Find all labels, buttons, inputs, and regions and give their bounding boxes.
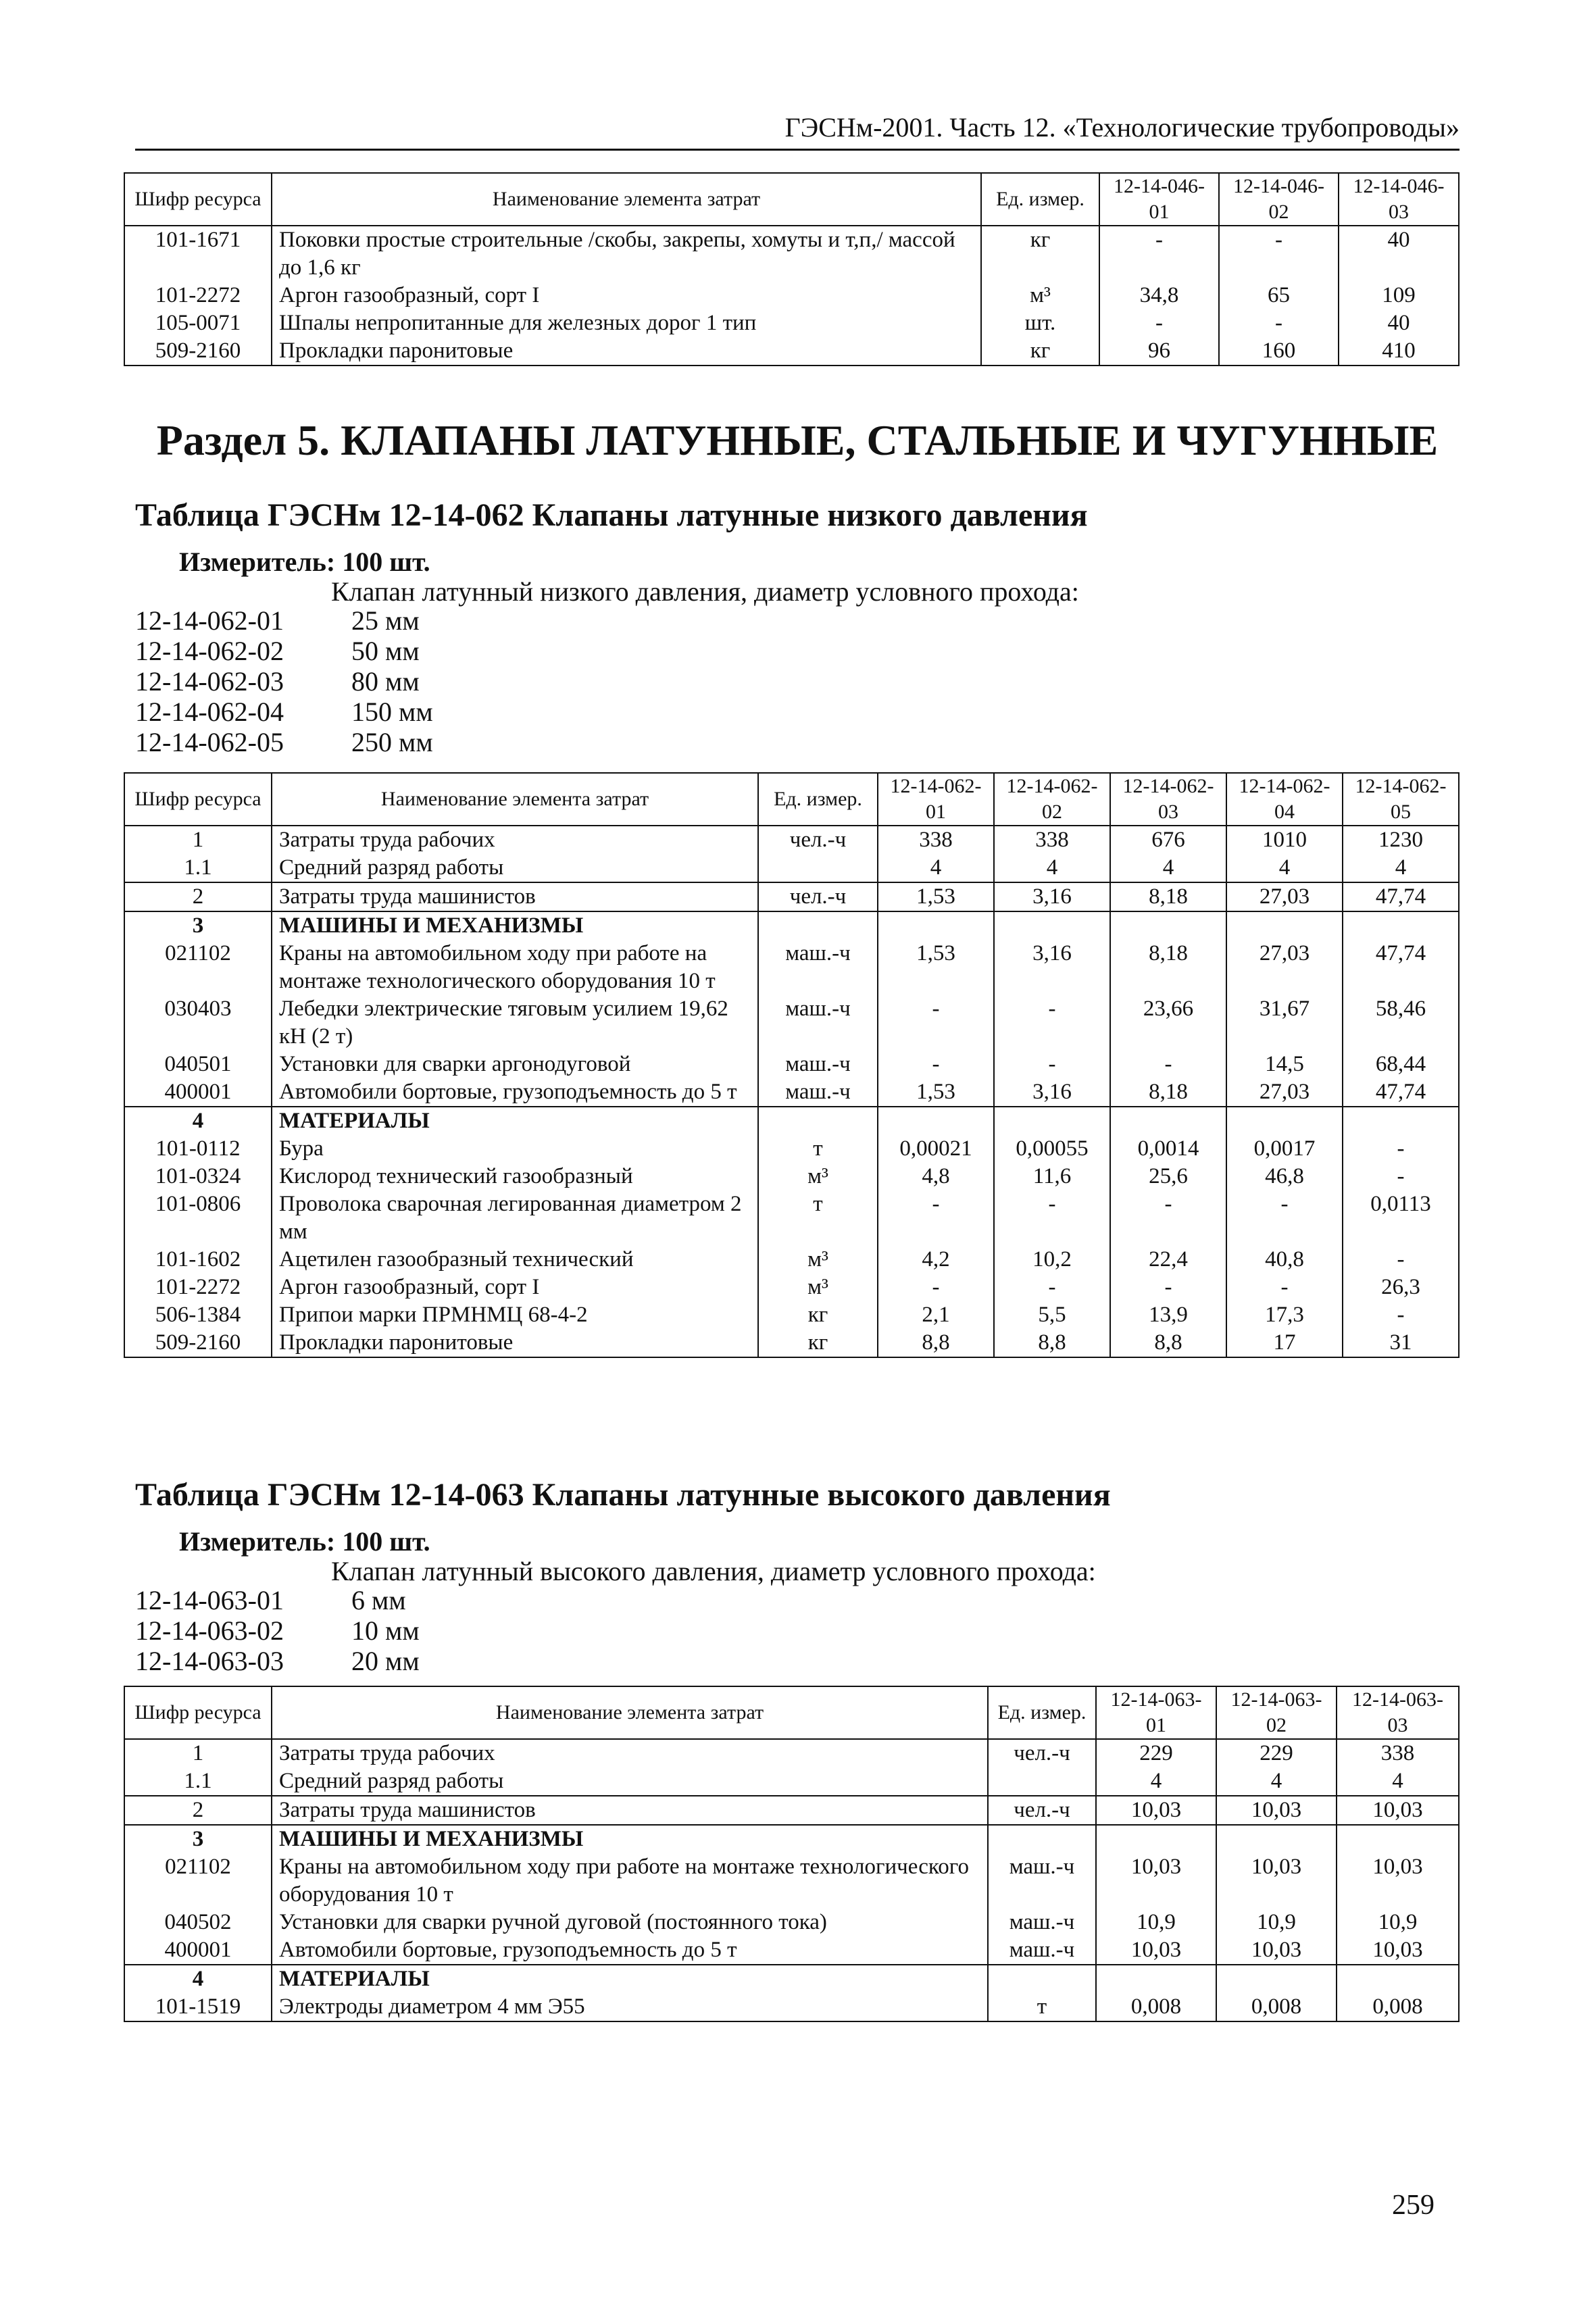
resource-value: 4 <box>878 854 994 882</box>
resource-name: Припои марки ПРМНМЦ 68-4-2 <box>272 1301 758 1329</box>
table-row <box>124 1825 1459 1853</box>
resource-value: 10,03 <box>1337 1853 1459 1909</box>
col-header-variant: 12-14-063-03 <box>1337 1686 1459 1739</box>
resource-unit: маш.-ч <box>758 1051 878 1078</box>
table-row <box>124 1993 1459 2021</box>
resource-value <box>1337 1825 1459 1853</box>
resource-name: Электроды диаметром 4 мм Э55 <box>272 1993 988 2021</box>
resource-name: Средний разряд работы <box>272 1767 988 1796</box>
col-header-unit: Ед. измер. <box>988 1686 1096 1739</box>
resource-code: 040502 <box>124 1909 272 1936</box>
resource-value: 47,74 <box>1343 940 1459 995</box>
resource-name: МАШИНЫ И МЕХАНИЗМЫ <box>272 1825 988 1853</box>
section-title: Раздел 5. КЛАПАНЫ ЛАТУННЫЕ, СТАЛЬНЫЕ И ЧУГУННЫЕ <box>156 416 1439 464</box>
resource-value: 47,74 <box>1343 882 1459 911</box>
resource-name: МАТЕРИАЛЫ <box>272 1107 758 1135</box>
resource-code: 101-1602 <box>124 1246 272 1274</box>
variant-size: 6 мм <box>351 1585 406 1615</box>
resource-value: 10,2 <box>994 1246 1110 1274</box>
resource-value: - <box>1343 1135 1459 1163</box>
resource-value: 4 <box>1216 1767 1337 1796</box>
resource-unit: маш.-ч <box>988 1909 1096 1936</box>
resource-value: - <box>994 1190 1110 1246</box>
resource-name: МАТЕРИАЛЫ <box>272 1965 988 1993</box>
variant-code: 12-14-062-04 <box>135 697 284 727</box>
resource-value <box>1343 1107 1459 1135</box>
variant-size: 150 мм <box>351 697 433 727</box>
resource-value: 229 <box>1096 1739 1216 1767</box>
resource-value: - <box>878 1274 994 1301</box>
resource-value: 676 <box>1110 826 1226 854</box>
table-row <box>124 1274 1459 1301</box>
resource-value: 10,03 <box>1216 1853 1337 1909</box>
table-row <box>124 226 1459 282</box>
resource-value <box>1226 911 1343 940</box>
resource-value: 109 <box>1339 282 1459 309</box>
resource-value: 27,03 <box>1226 1078 1343 1107</box>
resource-name: Прокладки паронитовые <box>272 1329 758 1357</box>
col-header-unit: Ед. измер. <box>981 173 1099 226</box>
resource-unit: м³ <box>981 282 1099 309</box>
resource-value: 10,03 <box>1096 1796 1216 1825</box>
table-row <box>124 995 1459 1051</box>
resource-value: 58,46 <box>1343 995 1459 1051</box>
resource-value: 4 <box>1343 854 1459 882</box>
resource-value: - <box>1099 309 1219 337</box>
resource-value: 4,8 <box>878 1163 994 1190</box>
resource-unit: кг <box>758 1301 878 1329</box>
resource-unit: м³ <box>758 1246 878 1274</box>
resource-unit <box>758 1107 878 1135</box>
resource-value: 10,9 <box>1337 1909 1459 1936</box>
resource-value <box>994 1107 1110 1135</box>
resource-code: 3 <box>124 1825 272 1853</box>
resource-value: 31 <box>1343 1329 1459 1357</box>
resource-value: 3,16 <box>994 1078 1110 1107</box>
resource-value: - <box>1110 1051 1226 1078</box>
resource-code: 021102 <box>124 940 272 995</box>
resource-code: 400001 <box>124 1936 272 1965</box>
resource-value: 0,008 <box>1096 1993 1216 2021</box>
resource-unit: маш.-ч <box>758 995 878 1051</box>
table-062-title: Таблица ГЭСНм 12-14-062 Клапаны латунные низкого давления <box>135 497 1088 533</box>
resource-value: 0,0113 <box>1343 1190 1459 1246</box>
resource-value <box>1337 1965 1459 1993</box>
resource-unit: м³ <box>758 1163 878 1190</box>
variant-code: 12-14-063-03 <box>135 1646 284 1676</box>
resource-unit: кг <box>981 337 1099 366</box>
resource-name: Аргон газообразный, сорт I <box>272 1274 758 1301</box>
resource-code: 021102 <box>124 1853 272 1909</box>
resource-code: 101-2272 <box>124 1274 272 1301</box>
resource-value: - <box>878 1051 994 1078</box>
resource-name: Установки для сварки аргонодуговой <box>272 1051 758 1078</box>
variant-code: 12-14-062-02 <box>135 636 284 666</box>
resource-code: 2 <box>124 882 272 911</box>
resource-value: 10,03 <box>1216 1936 1337 1965</box>
resource-value: - <box>1219 226 1339 282</box>
resource-value: - <box>878 995 994 1051</box>
resource-value: 96 <box>1099 337 1219 366</box>
resource-value: 3,16 <box>994 940 1110 995</box>
table-062 <box>124 772 1460 1358</box>
table-row <box>124 1135 1459 1163</box>
resource-code: 040501 <box>124 1051 272 1078</box>
col-header-name: Наименование элемента затрат <box>272 773 758 826</box>
resource-value: 40,8 <box>1226 1246 1343 1274</box>
table-row <box>124 1246 1459 1274</box>
resource-value: 22,4 <box>1110 1246 1226 1274</box>
resource-value: 1010 <box>1226 826 1343 854</box>
variant-size: 250 мм <box>351 727 433 757</box>
table-row <box>124 940 1459 995</box>
resource-name: Лебедки электрические тяговым усилием 19,62 кН (2 т) <box>272 995 758 1051</box>
table-row <box>124 1936 1459 1965</box>
table-063 <box>124 1686 1460 2022</box>
resource-code: 101-2272 <box>124 282 272 309</box>
resource-value: 10,03 <box>1096 1853 1216 1909</box>
resource-code: 4 <box>124 1107 272 1135</box>
resource-unit: кг <box>981 226 1099 282</box>
resource-value: - <box>1110 1190 1226 1246</box>
resource-value: 13,9 <box>1110 1301 1226 1329</box>
resource-unit: м³ <box>758 1274 878 1301</box>
table-row <box>124 1796 1459 1825</box>
variant-size: 20 мм <box>351 1646 420 1676</box>
resource-value: 11,6 <box>994 1163 1110 1190</box>
resource-value: 17,3 <box>1226 1301 1343 1329</box>
resource-name: Затраты труда рабочих <box>272 1739 988 1767</box>
resource-value: 5,5 <box>994 1301 1110 1329</box>
resource-value: 26,3 <box>1343 1274 1459 1301</box>
resource-unit <box>988 1767 1096 1796</box>
resource-value: 14,5 <box>1226 1051 1343 1078</box>
resource-value: 68,44 <box>1343 1051 1459 1078</box>
table-row <box>124 1078 1459 1107</box>
resource-code: 3 <box>124 911 272 940</box>
col-header-variant: 12-14-062-02 <box>994 773 1110 826</box>
resource-code: 101-0324 <box>124 1163 272 1190</box>
resource-value: - <box>1219 309 1339 337</box>
resource-value <box>1216 1825 1337 1853</box>
table-row <box>124 1965 1459 1993</box>
resource-value: 17 <box>1226 1329 1343 1357</box>
resource-value: - <box>878 1190 994 1246</box>
resource-value <box>1096 1825 1216 1853</box>
col-header-variant: 12-14-062-04 <box>1226 773 1343 826</box>
resource-value <box>1226 1107 1343 1135</box>
resource-unit <box>758 911 878 940</box>
resource-value <box>1096 1965 1216 1993</box>
resource-value: 2,1 <box>878 1301 994 1329</box>
resource-value: - <box>1343 1301 1459 1329</box>
variant-code: 12-14-063-02 <box>135 1615 284 1646</box>
resource-name: Средний разряд работы <box>272 854 758 882</box>
resource-value: 40 <box>1339 226 1459 282</box>
page-number: 259 <box>1392 2190 1435 2221</box>
variant-size: 50 мм <box>351 636 420 666</box>
resource-value: 0,008 <box>1337 1993 1459 2021</box>
resource-code: 101-0112 <box>124 1135 272 1163</box>
running-header: ГЭСНм-2001. Часть 12. «Технологические трубопроводы» <box>135 108 1460 151</box>
resource-value: 0,0014 <box>1110 1135 1226 1163</box>
resource-value: 8,18 <box>1110 940 1226 995</box>
table-row <box>124 282 1459 309</box>
resource-value: - <box>1099 226 1219 282</box>
col-header-variant: 12-14-046-01 <box>1099 173 1219 226</box>
resource-value <box>1110 911 1226 940</box>
table-row <box>124 309 1459 337</box>
table-row <box>124 1739 1459 1767</box>
resource-value: 338 <box>994 826 1110 854</box>
col-header-name: Наименование элемента затрат <box>272 173 981 226</box>
table-row <box>124 882 1459 911</box>
resource-value: 10,9 <box>1216 1909 1337 1936</box>
col-header-code: Шифр ресурса <box>124 1686 272 1739</box>
col-header-variant: 12-14-062-05 <box>1343 773 1459 826</box>
resource-name: Прокладки паронитовые <box>272 337 981 366</box>
table-row <box>124 854 1459 882</box>
table-row <box>124 1767 1459 1796</box>
resource-unit: чел.-ч <box>758 882 878 911</box>
resource-value: 4,2 <box>878 1246 994 1274</box>
resource-value: 8,8 <box>1110 1329 1226 1357</box>
col-header-variant: 12-14-063-01 <box>1096 1686 1216 1739</box>
resource-value: 10,9 <box>1096 1909 1216 1936</box>
variant-size: 25 мм <box>351 605 420 636</box>
col-header-variant: 12-14-046-02 <box>1219 173 1339 226</box>
resource-value: 4 <box>1337 1767 1459 1796</box>
resource-code: 1.1 <box>124 854 272 882</box>
resource-value: 4 <box>994 854 1110 882</box>
col-header-code: Шифр ресурса <box>124 173 272 226</box>
col-header-code: Шифр ресурса <box>124 773 272 826</box>
resource-value: 0,00055 <box>994 1135 1110 1163</box>
resource-value: 229 <box>1216 1739 1337 1767</box>
resource-value: - <box>994 1051 1110 1078</box>
resource-name: Автомобили бортовые, грузоподъемность до 5 т <box>272 1936 988 1965</box>
resource-unit: т <box>758 1135 878 1163</box>
resource-code: 105-0071 <box>124 309 272 337</box>
resource-code: 509-2160 <box>124 1329 272 1357</box>
resource-value <box>994 911 1110 940</box>
variant-code: 12-14-062-01 <box>135 605 284 636</box>
table-063-meter: Измеритель: 100 шт. <box>179 1526 430 1557</box>
variant-code: 12-14-062-03 <box>135 666 284 697</box>
table-header-row <box>124 1686 1459 1739</box>
col-header-name: Наименование элемента затрат <box>272 1686 988 1739</box>
resource-value: 338 <box>1337 1739 1459 1767</box>
table-row <box>124 1190 1459 1246</box>
resource-value: - <box>994 995 1110 1051</box>
resource-value: 31,67 <box>1226 995 1343 1051</box>
resource-value: 0,0017 <box>1226 1135 1343 1163</box>
resource-code: 2 <box>124 1796 272 1825</box>
resource-name: Затраты труда рабочих <box>272 826 758 854</box>
resource-value: - <box>1226 1274 1343 1301</box>
resource-unit: т <box>988 1993 1096 2021</box>
resource-unit: шт. <box>981 309 1099 337</box>
resource-name: Проволока сварочная легированная диаметром 2 мм <box>272 1190 758 1246</box>
variant-code: 12-14-063-01 <box>135 1585 284 1615</box>
resource-value: 8,8 <box>994 1329 1110 1357</box>
resource-name: МАШИНЫ И МЕХАНИЗМЫ <box>272 911 758 940</box>
resource-unit: чел.-ч <box>988 1739 1096 1767</box>
resource-value: 0,008 <box>1216 1993 1337 2021</box>
resource-code: 1 <box>124 1739 272 1767</box>
resource-value <box>878 1107 994 1135</box>
col-header-variant: 12-14-046-03 <box>1339 173 1459 226</box>
table-header-row <box>124 173 1459 226</box>
resource-value: 40 <box>1339 309 1459 337</box>
resource-name: Установки для сварки ручной дуговой (постоянного тока) <box>272 1909 988 1936</box>
resource-code: 101-1671 <box>124 226 272 282</box>
resource-value: 47,74 <box>1343 1078 1459 1107</box>
resource-code: 509-2160 <box>124 337 272 366</box>
resource-value: 34,8 <box>1099 282 1219 309</box>
resource-name: Затраты труда машинистов <box>272 1796 988 1825</box>
resource-value: - <box>994 1274 1110 1301</box>
resource-value: 1,53 <box>878 882 994 911</box>
resource-name: Шпалы непропитанные для железных дорог 1 тип <box>272 309 981 337</box>
resource-value: 3,16 <box>994 882 1110 911</box>
resource-code: 1.1 <box>124 1767 272 1796</box>
variant-code: 12-14-062-05 <box>135 727 284 757</box>
resource-name: Затраты труда машинистов <box>272 882 758 911</box>
resource-value: 46,8 <box>1226 1163 1343 1190</box>
resource-code: 101-1519 <box>124 1993 272 2021</box>
resource-unit <box>988 1825 1096 1853</box>
resource-code: 4 <box>124 1965 272 1993</box>
table-header-row <box>124 773 1459 826</box>
resource-value: 338 <box>878 826 994 854</box>
resource-value: 1,53 <box>878 940 994 995</box>
table-row <box>124 1051 1459 1078</box>
resource-code: 400001 <box>124 1078 272 1107</box>
resource-code: 101-0806 <box>124 1190 272 1246</box>
table-row <box>124 826 1459 854</box>
col-header-unit: Ед. измер. <box>758 773 878 826</box>
resource-value: 4 <box>1096 1767 1216 1796</box>
table-063-title: Таблица ГЭСНм 12-14-063 Клапаны латунные высокого давления <box>135 1477 1111 1513</box>
resource-value: 410 <box>1339 337 1459 366</box>
resource-value: 10,03 <box>1096 1936 1216 1965</box>
table-062-description: Клапан латунный низкого давления, диаметр условного прохода: <box>331 576 1079 607</box>
resource-name: Поковки простые строительные /скобы, закрепы, хомуты и т,п,/ массой до 1,6 кг <box>272 226 981 282</box>
resource-unit: чел.-ч <box>988 1796 1096 1825</box>
variant-size: 80 мм <box>351 666 420 697</box>
resource-value: 10,03 <box>1337 1936 1459 1965</box>
resource-value: - <box>1226 1190 1343 1246</box>
table-row <box>124 1107 1459 1135</box>
table-row <box>124 337 1459 366</box>
table-row <box>124 1329 1459 1357</box>
resource-value: 8,18 <box>1110 1078 1226 1107</box>
resource-name: Автомобили бортовые, грузоподъемность до 5 т <box>272 1078 758 1107</box>
table-row <box>124 1163 1459 1190</box>
resource-value: 10,03 <box>1216 1796 1337 1825</box>
resource-value: 1,53 <box>878 1078 994 1107</box>
resource-code: 1 <box>124 826 272 854</box>
table-row <box>124 1909 1459 1936</box>
resource-unit <box>758 854 878 882</box>
resource-value: 23,66 <box>1110 995 1226 1051</box>
resource-value: 4 <box>1110 854 1226 882</box>
resource-value <box>1343 911 1459 940</box>
resource-unit: маш.-ч <box>758 940 878 995</box>
resource-value: 10,03 <box>1337 1796 1459 1825</box>
resource-name: Краны на автомобильном ходу при работе на монтаже технологического оборудования 10 т <box>272 940 758 995</box>
resource-unit <box>988 1965 1096 1993</box>
resource-value: 27,03 <box>1226 940 1343 995</box>
resource-name: Кислород технический газообразный <box>272 1163 758 1190</box>
resource-unit: кг <box>758 1329 878 1357</box>
resource-unit: маш.-ч <box>988 1936 1096 1965</box>
resource-value: 8,18 <box>1110 882 1226 911</box>
resource-code: 030403 <box>124 995 272 1051</box>
table-row <box>124 911 1459 940</box>
table-063-description: Клапан латунный высокого давления, диаметр условного прохода: <box>331 1556 1096 1586</box>
resource-value: 0,00021 <box>878 1135 994 1163</box>
resource-name: Аргон газообразный, сорт I <box>272 282 981 309</box>
resource-value <box>1110 1107 1226 1135</box>
resource-value: 1230 <box>1343 826 1459 854</box>
col-header-variant: 12-14-063-02 <box>1216 1686 1337 1739</box>
resource-value: 160 <box>1219 337 1339 366</box>
resource-unit: т <box>758 1190 878 1246</box>
resource-value: - <box>1343 1246 1459 1274</box>
table-row <box>124 1301 1459 1329</box>
resource-value: - <box>1110 1274 1226 1301</box>
resource-value: 25,6 <box>1110 1163 1226 1190</box>
resource-unit: чел.-ч <box>758 826 878 854</box>
table-row <box>124 1853 1459 1909</box>
resource-value: 27,03 <box>1226 882 1343 911</box>
variant-size: 10 мм <box>351 1615 420 1646</box>
col-header-variant: 12-14-062-01 <box>878 773 994 826</box>
top-resource-table <box>124 172 1460 366</box>
resource-unit: маш.-ч <box>988 1853 1096 1909</box>
resource-value: 65 <box>1219 282 1339 309</box>
table-062-meter: Измеритель: 100 шт. <box>179 547 430 577</box>
resource-name: Бура <box>272 1135 758 1163</box>
resource-unit: маш.-ч <box>758 1078 878 1107</box>
resource-value <box>1216 1965 1337 1993</box>
resource-name: Ацетилен газообразный технический <box>272 1246 758 1274</box>
resource-name: Краны на автомобильном ходу при работе на монтаже технологического оборудования 10 т <box>272 1853 988 1909</box>
resource-value: 4 <box>1226 854 1343 882</box>
resource-value: - <box>1343 1163 1459 1190</box>
col-header-variant: 12-14-062-03 <box>1110 773 1226 826</box>
resource-value <box>878 911 994 940</box>
resource-value: 8,8 <box>878 1329 994 1357</box>
resource-code: 506-1384 <box>124 1301 272 1329</box>
